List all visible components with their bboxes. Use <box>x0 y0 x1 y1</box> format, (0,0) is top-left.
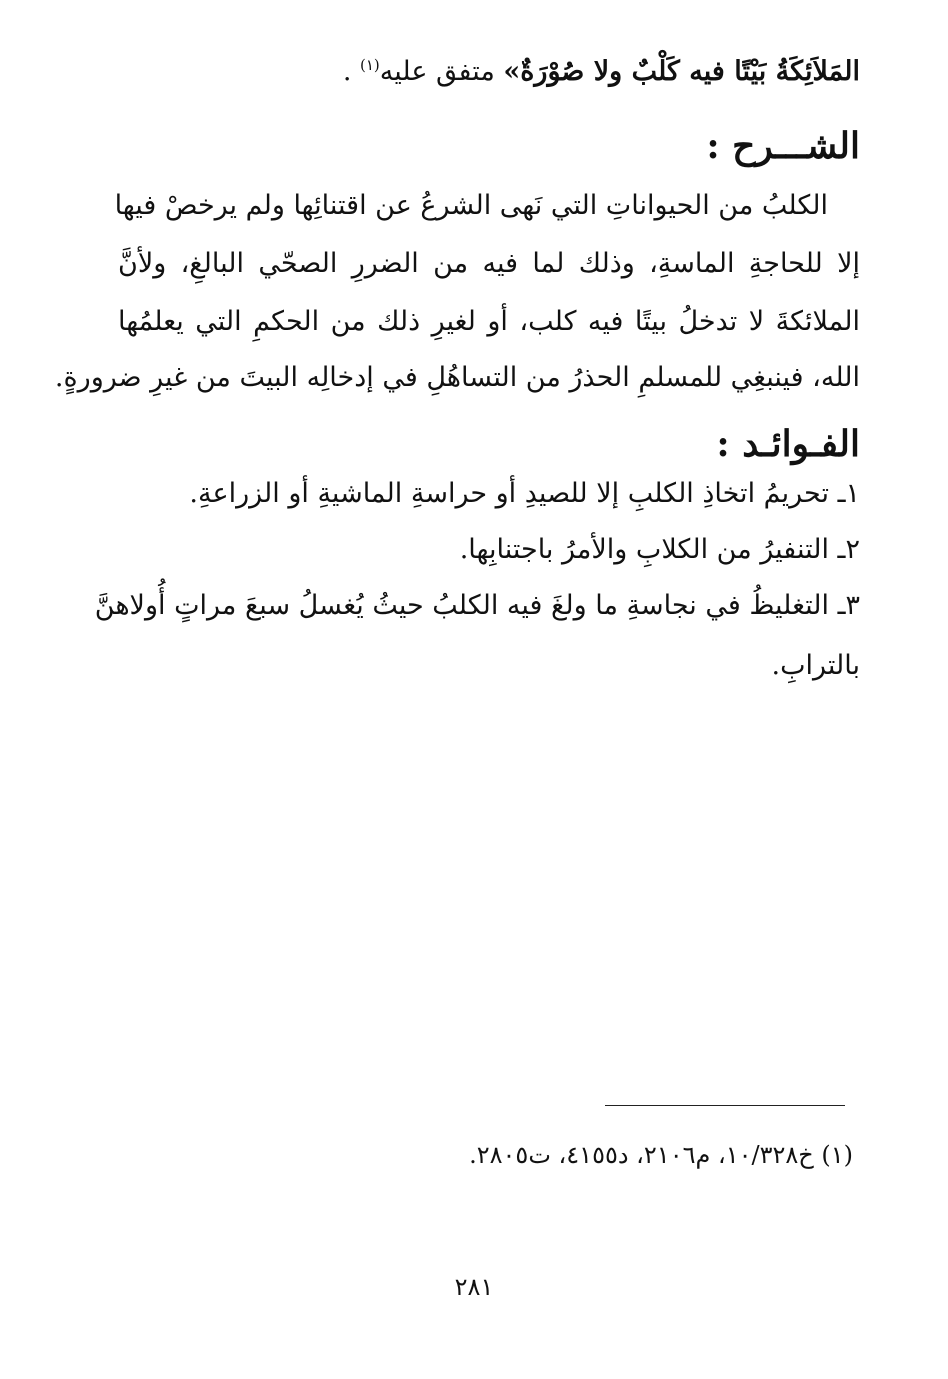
hadith-quote: المَلاَئِكَةُ بَيْتًا فيه كَلْبٌ ولا صُوْرَةٌ» <box>503 56 860 87</box>
sharh-line-2: إلا للحاجةِ الماسةِ، وذلك لما فيه من الضررِ الصحّي البالغِ، ولأنَّ <box>118 248 860 279</box>
fawaid-item-2: ٢ـ التنفيرُ من الكلابِ والأمرُ باجتنابِها. <box>459 534 860 565</box>
hadith-end-line <box>118 52 860 92</box>
fawaid-item-3: ٣ـ التغليظُ في نجاسةِ ما ولغَ فيه الكلبُ حيثُ يُغسلُ سبعَ مراتٍ أُولاهنَّ <box>94 590 860 621</box>
fawaid-item-3-continuation: بالترابِ. <box>771 650 860 681</box>
footnote: (١) خ١٠/٣٢٨، م٢١٠٦، د٤١٥٥، ت٢٨٠٥. <box>469 1141 853 1169</box>
sharh-line-4: الله، فينبغِي للمسلمِ الحذرُ من التساهُلِ في إدخالِه البيتَ من غيرِ ضرورةٍ. <box>54 362 860 393</box>
hadith-source: متفق عليه <box>379 56 504 87</box>
sharh-line-3: الملائكةَ لا تدخلُ بيتًا فيه كلب، أو لغيرِ ذلك من الحكمِ التي يعلمُها <box>118 306 860 337</box>
fawaid-item-1: ١ـ تحريمُ اتخاذِ الكلبِ إلا للصيدِ أو حراسةِ الماشيةِ أو الزراعةِ. <box>189 478 860 509</box>
footnote-reference: (١) <box>360 56 380 74</box>
page-number: ٢٨١ <box>454 1273 494 1301</box>
fawaid-heading: الفـوائـد : <box>716 423 860 465</box>
footnote-separator <box>605 1105 845 1106</box>
sharh-heading: الشـــرح : <box>706 125 860 167</box>
sharh-line-1: الكلبُ من الحيواناتِ التي نَهى الشرعُ عن اقتنائِها ولم يرخصْ فيها <box>114 190 828 221</box>
hadith-end-mark: . <box>342 56 360 87</box>
